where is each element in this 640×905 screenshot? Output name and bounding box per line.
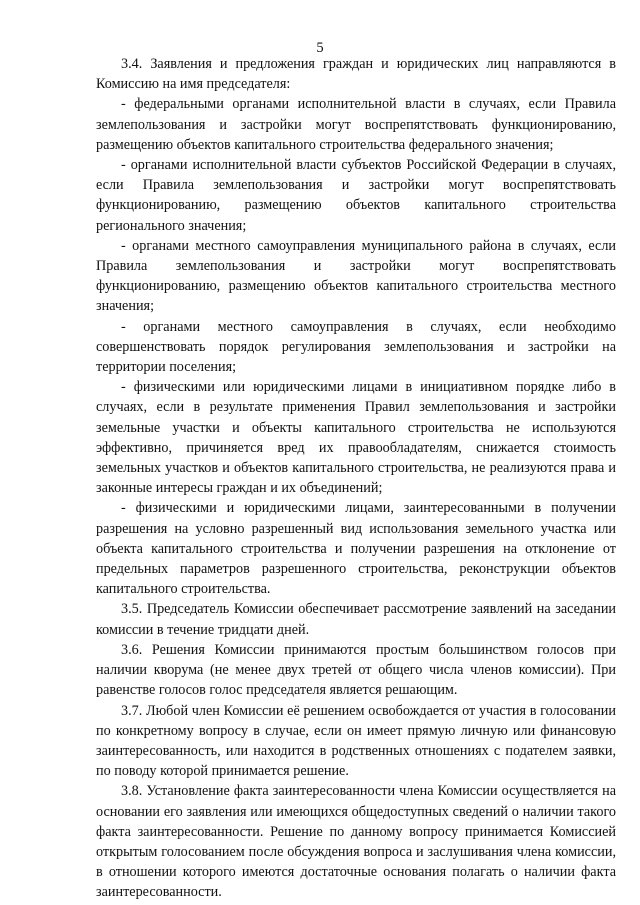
document-body xyxy=(96,54,616,903)
list-item-local-self-government: - органами местного самоуправления в случаях, если необходимо совершенствовать порядок регулирования землепользования и застройки на территории поселения; xyxy=(96,318,616,376)
list-item-municipal-district: - органами местного самоуправления муниципального района в случаях, если Правила землепользования и застройки могут воспрепятствовать функционированию, размещению объектов капитального строительства местного значения; xyxy=(96,237,616,315)
list-item-individuals-permits: - физическими и юридическими лицами, заинтересованными в получении разрешения на условно разрешенный вид использования земельного участка или объекта капитального строительства и получении разрешения на отклонение от предельных параметров разрешенного строительства, реконструкции объектов капитального строительства. xyxy=(96,500,616,598)
paragraph-3-5: 3.5. Председатель Комиссии обеспечивает рассмотрение заявлений на заседании комиссии в течение тридцати дней. xyxy=(96,601,616,638)
list-item-individuals-initiative: - физическими или юридическими лицами в инициативном порядке либо в случаях, если в результате применения Правил землепользования и застройки земельные участки и объекты капитального строительства не используются эффективно, причиняется вред их правообладателям, снижается стоимость земельных участков и объектов капитального строительства, не реализуются права и законные интересы граждан и их объединений; xyxy=(96,379,616,497)
list-item-federal: - федеральными органами исполнительной власти в случаях, если Правила землепользования и застройки могут воспрепятствовать функционированию, размещению объектов капитального строительства федерального значения; xyxy=(96,96,616,153)
page-number: 5 xyxy=(316,40,324,56)
list-item-regional: - органами исполнительной власти субъектов Российской Федерации в случаях, если Правила землепользования и застройки могут воспрепятствовать функционированию, размещению объектов капитального строительства регионального значения; xyxy=(96,157,616,234)
paragraph-3-7: 3.7. Любой член Комиссии её решением освобождается от участия в голосовании по конкретному вопросу в случае, если он имеет прямую личную или финансовую заинтересованность, или находится в родственных отношениях с подателем заявки, по поводу которой принимается решение. xyxy=(96,702,616,780)
paragraph-3-8: 3.8. Установление факта заинтересованности члена Комиссии осуществляется на основании его заявления или имеющихся общедоступных сведений о наличии такого факта заинтересованности. Решение по данному вопросу принимается Комиссией открытым голосованием после обсуждения вопроса и заслушивания члена комиссии, в отношении которого имеются достаточные основания полагать о наличии факта заинтересованности. xyxy=(96,783,616,901)
paragraph-3-6: 3.6. Решения Комиссии принимаются простым большинством голосов при наличии кворума (не менее двух третей от общего числа членов комиссии). При равенстве голосов голос председателя является решающим. xyxy=(96,641,616,699)
paragraph-3-4-intro: 3.4. Заявления и предложения граждан и юридических лиц направляются в Комиссию на имя председателя: xyxy=(96,56,616,93)
